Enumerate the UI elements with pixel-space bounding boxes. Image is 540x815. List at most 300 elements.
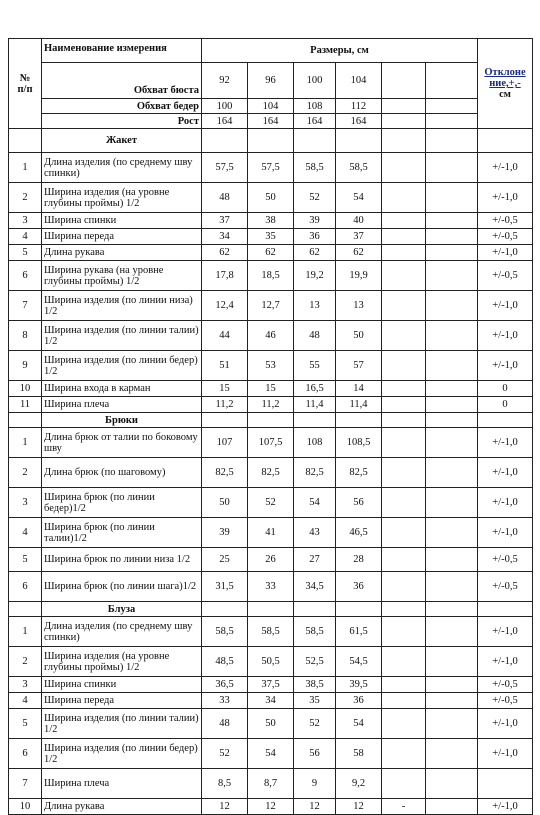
size-value: 18,5: [248, 261, 294, 291]
table-row: [9, 428, 533, 458]
size-value: 82,5: [202, 458, 248, 488]
measurement-name: Ширина переда: [42, 693, 202, 709]
section-title: Жакет: [42, 129, 202, 153]
row-number: 7: [9, 291, 42, 321]
header-row: [9, 39, 533, 63]
tolerance-value: +/-1,0: [478, 291, 533, 321]
size-value: -: [382, 799, 426, 815]
table-row: [9, 617, 533, 647]
section-empty-cell: [478, 413, 533, 428]
table-row: [9, 739, 533, 769]
bust-value: 96: [248, 63, 294, 99]
size-value: [426, 153, 478, 183]
size-value: 48: [202, 183, 248, 213]
tolerance-value: +/-0,5: [478, 261, 533, 291]
size-value: [426, 397, 478, 413]
measurement-name: Ширина изделия (по линии низа) 1/2: [42, 291, 202, 321]
tolerance-value: +/-1,0: [478, 245, 533, 261]
section-num-cell: [9, 129, 42, 153]
section-empty-cell: [478, 129, 533, 153]
size-value: 54,5: [336, 647, 382, 677]
size-value: 13: [294, 291, 336, 321]
size-value: [382, 769, 426, 799]
section-empty-cell: [336, 413, 382, 428]
table-row: [9, 245, 533, 261]
tolerance-header-line-1: Отклоне: [484, 67, 526, 78]
size-value: [382, 153, 426, 183]
size-value: 33: [202, 693, 248, 709]
row-number: 1: [9, 428, 42, 458]
section-num-cell: [9, 602, 42, 617]
section-empty-cell: [248, 129, 294, 153]
table-row: [9, 183, 533, 213]
size-value: 15: [248, 381, 294, 397]
row-number: 1: [9, 617, 42, 647]
height-value: [426, 114, 478, 129]
size-value: 55: [294, 351, 336, 381]
size-value: [382, 428, 426, 458]
size-value: [382, 693, 426, 709]
size-value: 56: [336, 488, 382, 518]
row-number: 3: [9, 488, 42, 518]
section-empty-cell: [382, 602, 426, 617]
section-header-row: [9, 413, 533, 428]
size-value: 50,5: [248, 647, 294, 677]
size-value: 12: [248, 799, 294, 815]
size-value: [426, 769, 478, 799]
row-number: 9: [9, 351, 42, 381]
section-empty-cell: [248, 602, 294, 617]
size-value: 34: [202, 229, 248, 245]
size-value: 54: [336, 183, 382, 213]
size-value: 36: [336, 572, 382, 602]
row-number: 6: [9, 739, 42, 769]
size-value: [426, 428, 478, 458]
bust-value: 100: [294, 63, 336, 99]
size-value: [382, 617, 426, 647]
measurement-name: Ширина изделия (по линии талии) 1/2: [42, 321, 202, 351]
size-value: [382, 183, 426, 213]
size-value: 16,5: [294, 381, 336, 397]
tolerance-value: +/-0,5: [478, 572, 533, 602]
size-value: 46,5: [336, 518, 382, 548]
measurement-name: Длина брюк (по шаговому): [42, 458, 202, 488]
size-value: [382, 458, 426, 488]
table-row: [9, 709, 533, 739]
section-empty-cell: [426, 413, 478, 428]
table-row: [9, 548, 533, 572]
size-value: 62: [202, 245, 248, 261]
size-value: [426, 458, 478, 488]
measurement-sheet: [8, 38, 532, 815]
size-value: 8,7: [248, 769, 294, 799]
table-row: [9, 518, 533, 548]
table-row: [9, 229, 533, 245]
measurement-name: Ширина входа в карман: [42, 381, 202, 397]
table-row: [9, 647, 533, 677]
size-value: 33: [248, 572, 294, 602]
tolerance-header: [478, 39, 533, 129]
size-value: 11,4: [336, 397, 382, 413]
size-value: 13: [336, 291, 382, 321]
row-number: 3: [9, 213, 42, 229]
section-empty-cell: [336, 602, 382, 617]
size-value: 27: [294, 548, 336, 572]
row-number: 11: [9, 397, 42, 413]
table-row: [9, 261, 533, 291]
size-value: [382, 647, 426, 677]
size-value: [382, 245, 426, 261]
row-number: 1: [9, 153, 42, 183]
size-value: [382, 321, 426, 351]
size-value: [382, 518, 426, 548]
tolerance-value: +/-1,0: [478, 709, 533, 739]
size-value: [382, 677, 426, 693]
tolerance-value: [478, 769, 533, 799]
size-value: 11,2: [202, 397, 248, 413]
name-header: Наименование измерения: [42, 39, 202, 63]
height-value: 164: [202, 114, 248, 129]
measurement-name: Ширина спинки: [42, 213, 202, 229]
table-row: [9, 381, 533, 397]
section-empty-cell: [426, 129, 478, 153]
size-value: [382, 739, 426, 769]
table-row: [9, 397, 533, 413]
hips-value: 104: [248, 99, 294, 114]
row-number: 6: [9, 572, 42, 602]
size-value: [426, 647, 478, 677]
section-empty-cell: [336, 129, 382, 153]
size-value: 52: [202, 739, 248, 769]
tolerance-value: +/-1,0: [478, 518, 533, 548]
hips-label: Обхват бедер: [42, 99, 202, 114]
section-empty-cell: [294, 602, 336, 617]
size-value: 108: [294, 428, 336, 458]
size-value: 54: [248, 739, 294, 769]
hips-value: [382, 99, 426, 114]
size-value: 62: [336, 245, 382, 261]
size-value: [382, 397, 426, 413]
tolerance-value: +/-1,0: [478, 488, 533, 518]
tolerance-header-line-3: см: [499, 89, 511, 100]
section-empty-cell: [202, 413, 248, 428]
measurement-name: Длина изделия (по среднему шву спинки): [42, 617, 202, 647]
size-value: 52: [248, 488, 294, 518]
tolerance-value: +/-1,0: [478, 799, 533, 815]
size-value: 56: [294, 739, 336, 769]
row-number: 2: [9, 647, 42, 677]
table-row: [9, 458, 533, 488]
size-value: 48,5: [202, 647, 248, 677]
size-value: 57: [336, 351, 382, 381]
size-value: [426, 677, 478, 693]
tolerance-value: +/-1,0: [478, 739, 533, 769]
tolerance-header-line-2: ние,+,-: [489, 78, 521, 89]
size-value: 62: [294, 245, 336, 261]
size-value: [426, 709, 478, 739]
size-value: 57,5: [202, 153, 248, 183]
section-header-row: [9, 602, 533, 617]
size-value: 50: [248, 183, 294, 213]
measurement-name: Ширина изделия (по линии бедер) 1/2: [42, 739, 202, 769]
section-empty-cell: [248, 413, 294, 428]
size-value: 44: [202, 321, 248, 351]
section-empty-cell: [426, 602, 478, 617]
section-empty-cell: [382, 413, 426, 428]
size-value: 19,9: [336, 261, 382, 291]
size-value: 54: [294, 488, 336, 518]
size-value: 39,5: [336, 677, 382, 693]
bust-value: [382, 63, 426, 99]
row-number: 5: [9, 709, 42, 739]
height-value: [382, 114, 426, 129]
table-row: [9, 677, 533, 693]
row-number: 4: [9, 229, 42, 245]
row-number: 4: [9, 693, 42, 709]
size-value: 107,5: [248, 428, 294, 458]
size-value: 35: [248, 229, 294, 245]
hips-row: [9, 99, 533, 114]
size-value: 58,5: [248, 617, 294, 647]
size-value: 58,5: [294, 617, 336, 647]
size-value: 8,5: [202, 769, 248, 799]
size-value: 12: [202, 799, 248, 815]
size-value: 41: [248, 518, 294, 548]
height-value: 164: [294, 114, 336, 129]
hips-value: 112: [336, 99, 382, 114]
size-value: 9: [294, 769, 336, 799]
size-value: [426, 548, 478, 572]
size-value: 12: [294, 799, 336, 815]
size-value: 38: [248, 213, 294, 229]
row-number: 10: [9, 799, 42, 815]
table-row: [9, 351, 533, 381]
size-value: [426, 381, 478, 397]
section-empty-cell: [382, 129, 426, 153]
size-value: 51: [202, 351, 248, 381]
size-value: [382, 213, 426, 229]
size-value: [426, 245, 478, 261]
num-header-line-1: №: [19, 72, 31, 84]
size-value: 19,2: [294, 261, 336, 291]
section-empty-cell: [202, 602, 248, 617]
tolerance-value: +/-1,0: [478, 647, 533, 677]
row-number: 5: [9, 548, 42, 572]
size-value: 34: [248, 693, 294, 709]
measurement-name: Длина брюк от талии по боковому шву: [42, 428, 202, 458]
size-value: [426, 617, 478, 647]
measurement-name: Ширина брюк (по линии талии)1/2: [42, 518, 202, 548]
size-value: [382, 488, 426, 518]
section-header-row: [9, 129, 533, 153]
size-value: [426, 183, 478, 213]
size-value: 40: [336, 213, 382, 229]
size-value: 12: [336, 799, 382, 815]
hips-value: 100: [202, 99, 248, 114]
tolerance-value: +/-1,0: [478, 321, 533, 351]
measurement-name: Ширина плеча: [42, 397, 202, 413]
size-value: 38,5: [294, 677, 336, 693]
size-value: [426, 693, 478, 709]
table-row: [9, 769, 533, 799]
size-value: 58: [336, 739, 382, 769]
row-number: 5: [9, 245, 42, 261]
size-value: 14: [336, 381, 382, 397]
size-value: 58,5: [336, 153, 382, 183]
size-value: [426, 229, 478, 245]
size-value: 15: [202, 381, 248, 397]
size-value: [426, 351, 478, 381]
size-value: 12,7: [248, 291, 294, 321]
height-value: 164: [248, 114, 294, 129]
table-row: [9, 291, 533, 321]
size-value: 17,8: [202, 261, 248, 291]
table-row: [9, 799, 533, 815]
num-header-line-2: п/п: [17, 83, 33, 95]
tolerance-value: 0: [478, 381, 533, 397]
row-number: 7: [9, 769, 42, 799]
size-value: 43: [294, 518, 336, 548]
size-value: 54: [336, 709, 382, 739]
size-value: 36,5: [202, 677, 248, 693]
tolerance-value: 0: [478, 397, 533, 413]
table-row: [9, 693, 533, 709]
tolerance-value: +/-1,0: [478, 617, 533, 647]
size-value: [382, 261, 426, 291]
size-value: 34,5: [294, 572, 336, 602]
size-value: [426, 572, 478, 602]
size-value: 108,5: [336, 428, 382, 458]
size-value: [382, 229, 426, 245]
section-empty-cell: [294, 413, 336, 428]
size-value: 48: [202, 709, 248, 739]
table-row: [9, 153, 533, 183]
measurement-name: Ширина брюк по линии низа 1/2: [42, 548, 202, 572]
size-value: 37,5: [248, 677, 294, 693]
bust-label: Обхват бюста: [42, 63, 202, 99]
size-value: 11,4: [294, 397, 336, 413]
size-value: 37: [336, 229, 382, 245]
hips-value: [426, 99, 478, 114]
size-value: 36: [336, 693, 382, 709]
size-value: 12,4: [202, 291, 248, 321]
tolerance-value: +/-1,0: [478, 153, 533, 183]
num-header: [9, 39, 42, 129]
size-value: 82,5: [294, 458, 336, 488]
tolerance-value: +/-0,5: [478, 213, 533, 229]
size-value: [382, 572, 426, 602]
table-body: [9, 39, 533, 815]
size-value: [382, 548, 426, 572]
bust-value: 92: [202, 63, 248, 99]
measurement-name: Длина рукава: [42, 245, 202, 261]
table-row: [9, 488, 533, 518]
size-value: 58,5: [294, 153, 336, 183]
table-row: [9, 572, 533, 602]
measurement-name: Ширина рукава (на уровне глубины проймы) 1/2: [42, 261, 202, 291]
row-number: 6: [9, 261, 42, 291]
tolerance-value: +/-0,5: [478, 693, 533, 709]
size-value: [382, 381, 426, 397]
tolerance-value: +/-0,5: [478, 229, 533, 245]
size-value: [382, 291, 426, 321]
size-value: 50: [202, 488, 248, 518]
size-value: [382, 709, 426, 739]
measurement-name: Ширина изделия (на уровне глубины проймы) 1/2: [42, 183, 202, 213]
measurement-name: Ширина брюк (по линии шага)1/2: [42, 572, 202, 602]
tolerance-value: +/-0,5: [478, 677, 533, 693]
row-number: 2: [9, 183, 42, 213]
size-value: 61,5: [336, 617, 382, 647]
table-row: [9, 321, 533, 351]
size-value: 25: [202, 548, 248, 572]
height-label: Рост: [42, 114, 202, 129]
size-value: [426, 518, 478, 548]
section-empty-cell: [294, 129, 336, 153]
size-value: 58,5: [202, 617, 248, 647]
size-value: 53: [248, 351, 294, 381]
size-value: [426, 488, 478, 518]
measurement-name: Длина изделия (по среднему шву спинки): [42, 153, 202, 183]
bust-value: 104: [336, 63, 382, 99]
tolerance-value: +/-1,0: [478, 351, 533, 381]
size-value: 52: [294, 709, 336, 739]
row-number: 2: [9, 458, 42, 488]
size-value: 52,5: [294, 647, 336, 677]
size-value: 36: [294, 229, 336, 245]
measurement-name: Ширина плеча: [42, 769, 202, 799]
row-number: 10: [9, 381, 42, 397]
size-value: 28: [336, 548, 382, 572]
measurement-name: Ширина спинки: [42, 677, 202, 693]
hips-value: 108: [294, 99, 336, 114]
section-empty-cell: [478, 602, 533, 617]
row-number: 4: [9, 518, 42, 548]
size-value: 82,5: [336, 458, 382, 488]
size-value: 11,2: [248, 397, 294, 413]
size-value: 107: [202, 428, 248, 458]
row-number: 8: [9, 321, 42, 351]
bust-row: [9, 63, 533, 99]
size-value: [382, 351, 426, 381]
size-value: [426, 213, 478, 229]
size-value: [426, 321, 478, 351]
measurement-name: Длина рукава: [42, 799, 202, 815]
section-title: Брюки: [42, 413, 202, 428]
measurement-name: Ширина изделия (по линии бедер) 1/2: [42, 351, 202, 381]
size-value: 35: [294, 693, 336, 709]
size-value: 57,5: [248, 153, 294, 183]
section-num-cell: [9, 413, 42, 428]
size-value: 82,5: [248, 458, 294, 488]
size-value: 48: [294, 321, 336, 351]
tolerance-value: +/-1,0: [478, 183, 533, 213]
sizes-header: Размеры, см: [202, 39, 478, 63]
size-table: [8, 38, 533, 815]
size-value: [426, 799, 478, 815]
tolerance-value: +/-1,0: [478, 458, 533, 488]
tolerance-value: +/-1,0: [478, 428, 533, 458]
measurement-name: Ширина переда: [42, 229, 202, 245]
measurement-name: Ширина изделия (по линии талии) 1/2: [42, 709, 202, 739]
size-value: 52: [294, 183, 336, 213]
size-value: 50: [248, 709, 294, 739]
size-value: 62: [248, 245, 294, 261]
bust-value: [426, 63, 478, 99]
tolerance-value: +/-0,5: [478, 548, 533, 572]
size-value: [426, 739, 478, 769]
size-value: 46: [248, 321, 294, 351]
